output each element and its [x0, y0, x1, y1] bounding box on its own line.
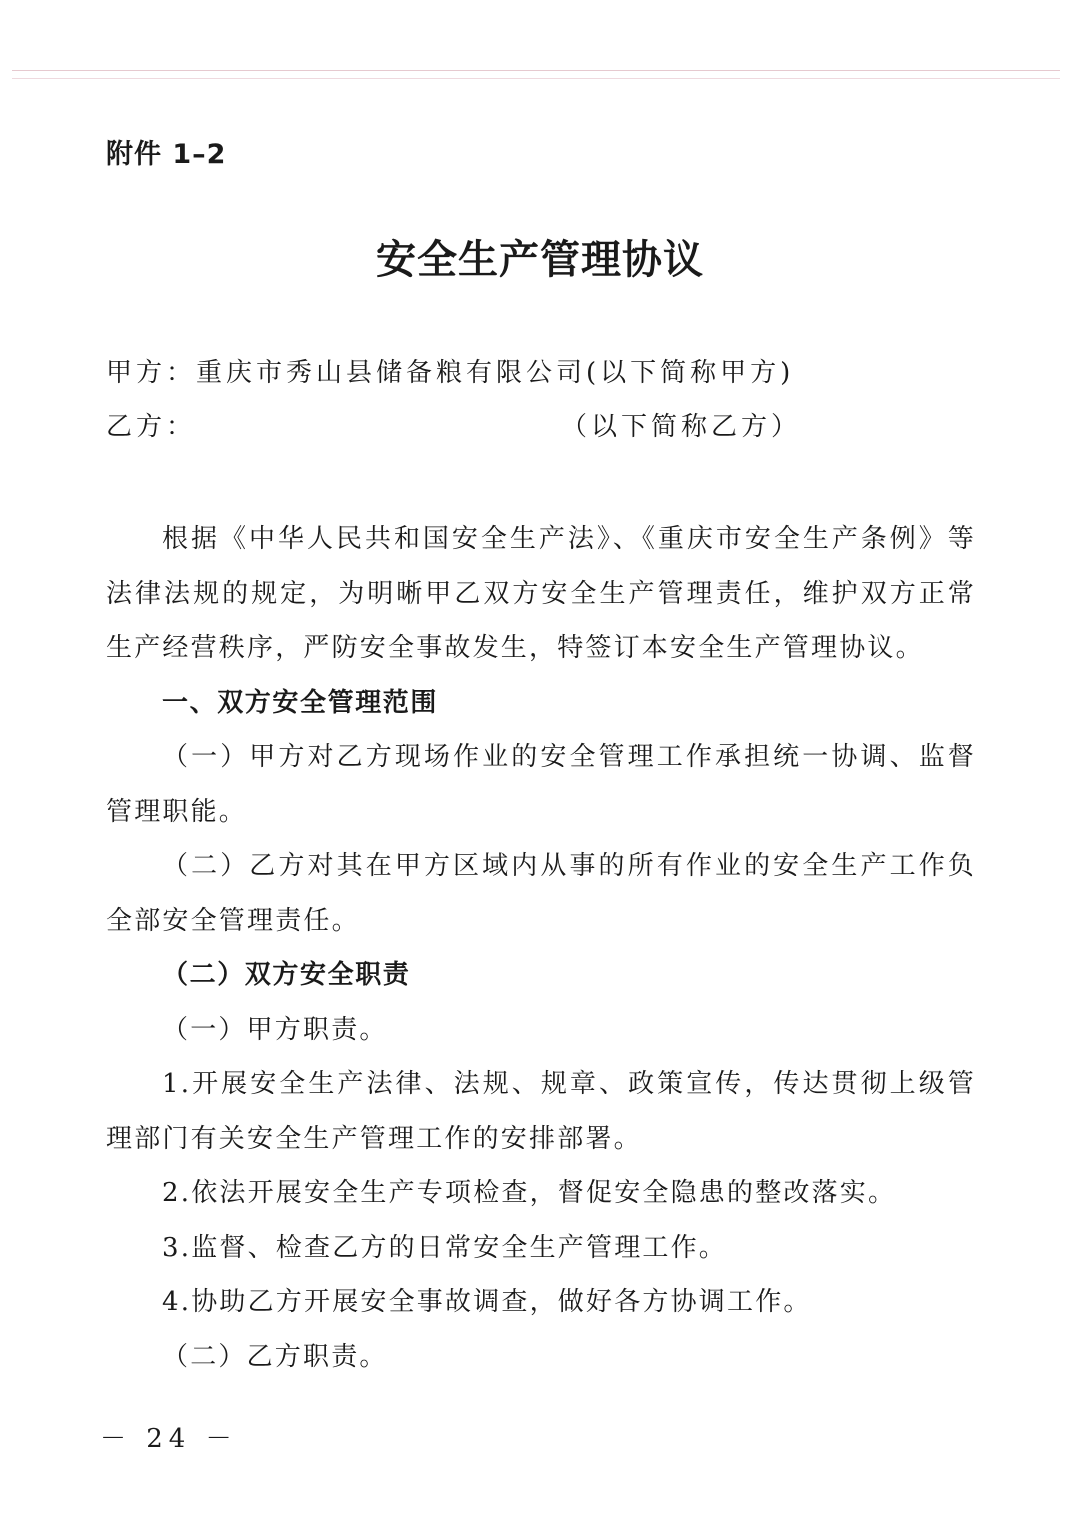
document-body — [106, 512, 976, 1384]
section-heading-scope: 一、双方安全管理范围 — [162, 687, 439, 718]
header-rule — [12, 70, 1060, 71]
party-b-label: 乙方： — [106, 412, 197, 442]
scope-item-2: （二）乙方对其在甲方区域内从事的所有作业的安全生产工作负全部安全管理责任。 — [106, 851, 976, 936]
subheading-party-a-duties: （一）甲方职责。 — [162, 1014, 388, 1045]
duty-item-3: 3.监督、检查乙方的日常安全生产管理工作。 — [162, 1232, 728, 1263]
intro-paragraph: 根据《中华人民共和国安全生产法》、《重庆市安全生产条例》等法律法规的规定，为明晰甲乙双方安全生产管理责任，维护双方正常生产经营秩序，严防安全事故发生，特签订本安全生产管理协议。 — [106, 524, 976, 663]
party-a-value: 重庆市秀山县储备粮有限公司(以下简称甲方) — [196, 358, 795, 388]
party-b-note: （以下简称乙方） — [561, 412, 802, 442]
header-rule-secondary — [12, 78, 1060, 79]
party-b-line — [106, 406, 802, 443]
section-heading-duties: （二）双方安全职责 — [162, 960, 411, 990]
duty-item-2: 2.依法开展安全生产专项检查，督促安全隐患的整改落实。 — [162, 1178, 897, 1208]
document-title: 安全生产管理协议 — [376, 237, 704, 283]
subheading-party-b-duties: （二）乙方职责。 — [162, 1341, 388, 1372]
duty-item-1: 1.开展安全生产法律、法规、规章、政策宣传，传达贯彻上级管理部门有关安全生产管理工作的安排部署。 — [106, 1069, 976, 1154]
scope-item-1: （一）甲方对乙方现场作业的安全管理工作承担统一协调、监督管理职能。 — [106, 742, 976, 827]
duty-item-4: 4.协助乙方开展安全事故调查，做好各方协调工作。 — [162, 1287, 812, 1317]
party-a-line — [106, 352, 794, 389]
attachment-label: 附件 1–2 — [106, 139, 227, 170]
party-a-label: 甲方： — [106, 358, 197, 388]
page-number: － 24 － — [100, 1424, 238, 1454]
